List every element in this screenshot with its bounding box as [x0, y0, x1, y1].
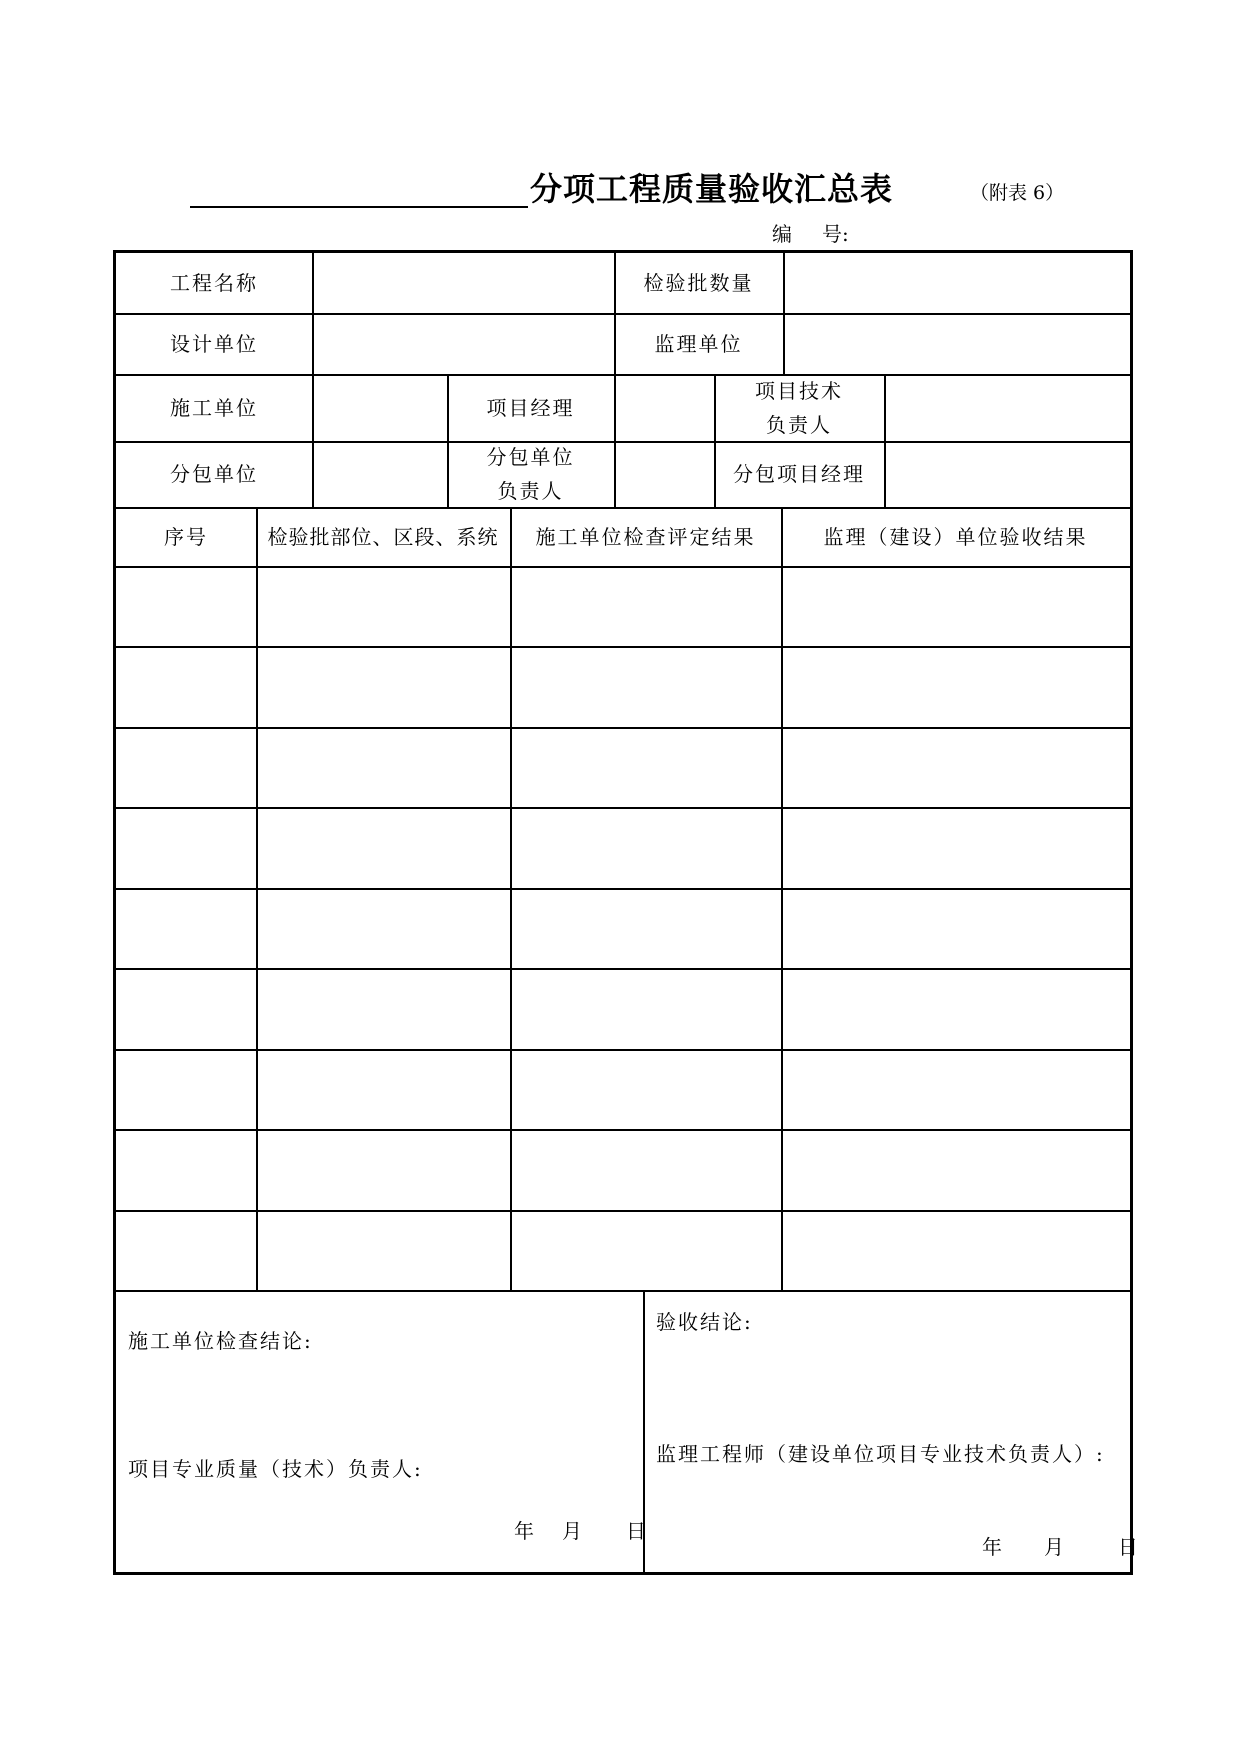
quality-lead-signature-label: 项目专业质量（技术）负责人: [128, 1457, 423, 1481]
document-number-label-part: 编 [772, 222, 792, 246]
row-divider [116, 807, 1130, 809]
header-construction-result: 施工单位检查评定结果 [535, 524, 756, 549]
supervision-unit-label: 监理单位 [654, 331, 743, 356]
tech-lead-label-line: 项目技术 [755, 378, 843, 403]
column-divider [884, 374, 886, 507]
header-serial: 序号 [164, 524, 208, 549]
batch-count-label: 检验批数量 [643, 271, 754, 295]
left-date [514, 1515, 648, 1544]
row-divider [116, 1129, 1130, 1131]
date-day: 日 [1118, 1535, 1140, 1559]
project-name-label: 工程名称 [170, 271, 258, 295]
title-blank-line [190, 206, 528, 208]
date-month: 月 [562, 1519, 584, 1543]
row-divider [116, 1290, 1130, 1292]
row-divider [116, 646, 1130, 648]
date-month: 月 [1044, 1535, 1066, 1559]
supervision-engineer-signature-label: 监理工程师（建设单位项目专业技术负责人）: [656, 1442, 1105, 1466]
row-divider [116, 727, 1130, 729]
subcontract-unit-label: 分包单位 [170, 462, 258, 486]
column-divider [256, 507, 258, 1290]
date-day: 日 [626, 1519, 648, 1543]
column-divider [783, 253, 785, 374]
document-number-label-part: 号: [822, 222, 849, 246]
subcontract-pm-label: 分包项目经理 [733, 462, 865, 486]
row-divider [116, 1210, 1130, 1212]
date-year: 年 [982, 1535, 1004, 1559]
subcontract-lead-label-line: 分包单位 [486, 445, 575, 469]
form-table [113, 250, 1140, 1575]
column-divider [510, 507, 512, 1290]
row-divider [116, 566, 1130, 568]
project-manager-label: 项目经理 [486, 395, 575, 420]
header-supervision-result: 监理（建设）单位验收结果 [823, 524, 1088, 549]
form-title: 分项工程质量验收汇总表 [530, 170, 894, 208]
subcontract-lead-label-line: 负责人 [497, 479, 564, 503]
construction-unit-label: 施工单位 [170, 395, 258, 420]
row-divider [116, 888, 1130, 890]
acceptance-conclusion-label: 验收结论: [656, 1310, 753, 1334]
design-unit-label: 设计单位 [170, 331, 258, 356]
header-batch-location: 检验批部位、区段、系统 [267, 524, 499, 549]
tech-lead-label [714, 374, 884, 441]
construction-conclusion-label: 施工单位检查结论: [128, 1329, 313, 1353]
column-divider [781, 507, 783, 1290]
date-year: 年 [514, 1519, 536, 1543]
right-date [982, 1531, 1140, 1560]
tech-lead-label-line: 负责人 [766, 412, 832, 437]
row-divider [116, 968, 1130, 970]
document-number-label [772, 218, 849, 247]
column-divider [312, 253, 314, 507]
subcontract-lead-label [447, 441, 614, 507]
row-divider [116, 1049, 1130, 1051]
appendix-note: （附表 6） [970, 182, 1065, 204]
